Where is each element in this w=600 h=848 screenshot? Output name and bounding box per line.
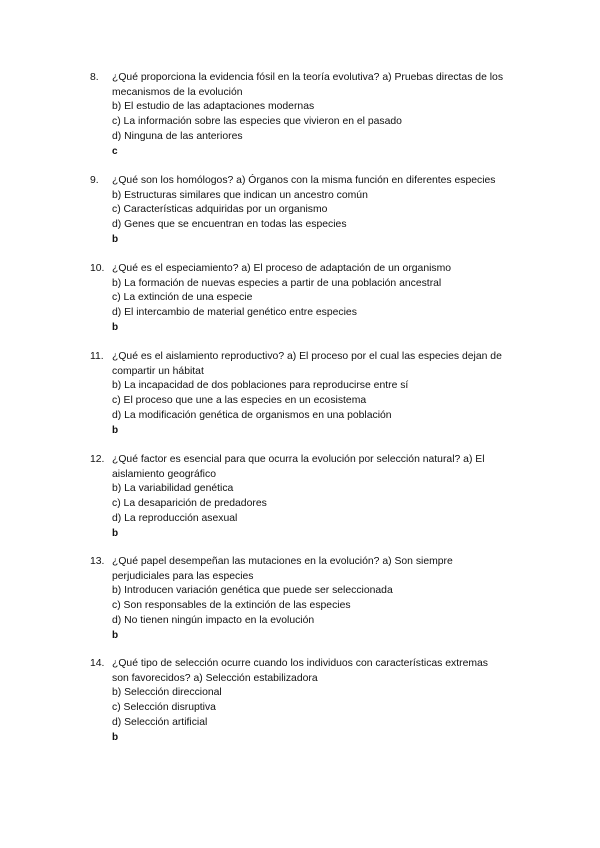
option-b: b) Selección direccional — [112, 687, 222, 699]
option-b: b) El estudio de las adaptaciones modernas — [112, 101, 315, 113]
option-b: b) La incapacidad de dos poblaciones para reproducirse entre sí — [112, 380, 409, 392]
option-d: d) Selección artificial — [112, 716, 208, 728]
answer-key: b — [112, 731, 119, 743]
question-9 — [90, 174, 540, 248]
option-c: c) La extinción de una especie — [112, 292, 253, 304]
question-prompt-continued: mecanismos de la evolución — [112, 86, 243, 98]
question-11 — [90, 350, 540, 438]
question-number: 11. — [90, 351, 104, 362]
question-8 — [90, 71, 540, 159]
question-prompt-continued: perjudiciales para las especies — [112, 570, 254, 582]
answer-key: c — [112, 145, 118, 157]
option-b: b) La variabilidad genética — [112, 483, 234, 495]
option-c: c) Son responsables de la extinción de las especies — [112, 600, 351, 612]
option-d: d) No tienen ningún impacto en la evolución — [112, 614, 315, 626]
option-d: d) La reproducción asexual — [112, 512, 238, 524]
option-c: c) Características adquiridas por un organismo — [112, 204, 328, 216]
option-c: c) Selección disruptiva — [112, 702, 216, 714]
question-number: 14. — [90, 658, 105, 669]
question-prompt: ¿Qué son los homólogos? a) Órganos con la misma función en diferentes especies — [112, 175, 496, 186]
option-b: b) La formación de nuevas especies a partir de una población ancestral — [112, 277, 442, 289]
option-d: d) Ninguna de las anteriores — [112, 130, 243, 142]
question-number: 12. — [90, 454, 105, 465]
option-b: b) Estructuras similares que indican un ancestro común — [112, 189, 368, 201]
answer-key: b — [112, 233, 119, 245]
question-prompt-continued: compartir un hábitat — [112, 365, 204, 377]
option-d: d) Genes que se encuentran en todas las especies — [112, 219, 347, 231]
question-10 — [90, 262, 540, 336]
question-prompt: ¿Qué tipo de selección ocurre cuando los individuos con características extremas — [112, 658, 488, 669]
question-prompt: ¿Qué papel desempeñan las mutaciones en la evolución? a) Son siempre — [112, 556, 453, 567]
option-b: b) Introducen variación genética que puede ser seleccionada — [112, 585, 393, 597]
question-number: 13. — [90, 556, 105, 567]
option-c: c) La desaparición de predadores — [112, 498, 267, 510]
question-14 — [90, 657, 540, 745]
answer-key: b — [112, 321, 119, 333]
question-prompt-continued: son favorecidos? a) Selección estabilizadora — [112, 672, 318, 684]
question-12 — [90, 453, 540, 541]
option-c: c) La información sobre las especies que vivieron en el pasado — [112, 116, 402, 128]
question-number: 10. — [90, 263, 105, 274]
answer-key: b — [112, 424, 119, 436]
question-number: 9. — [90, 175, 99, 186]
option-c: c) El proceso que une a las especies en un ecosistema — [112, 395, 367, 407]
question-prompt: ¿Qué es el aislamiento reproductivo? a) El proceso por el cual las especies dejan de — [112, 351, 502, 362]
question-13 — [90, 555, 540, 643]
option-d: d) La modificación genética de organismos en una población — [112, 409, 392, 421]
option-d: d) El intercambio de material genético entre especies — [112, 307, 357, 319]
question-prompt: ¿Qué factor es esencial para que ocurra la evolución por selección natural? a) El — [112, 454, 485, 465]
answer-key: b — [112, 527, 119, 539]
question-prompt-continued: aislamiento geográfico — [112, 468, 216, 480]
question-prompt: ¿Qué es el especiamiento? a) El proceso de adaptación de un organismo — [112, 263, 452, 274]
question-number: 8. — [90, 72, 99, 83]
question-prompt: ¿Qué proporciona la evidencia fósil en la teoría evolutiva? a) Pruebas directas de los — [112, 72, 504, 83]
answer-key: b — [112, 629, 119, 641]
